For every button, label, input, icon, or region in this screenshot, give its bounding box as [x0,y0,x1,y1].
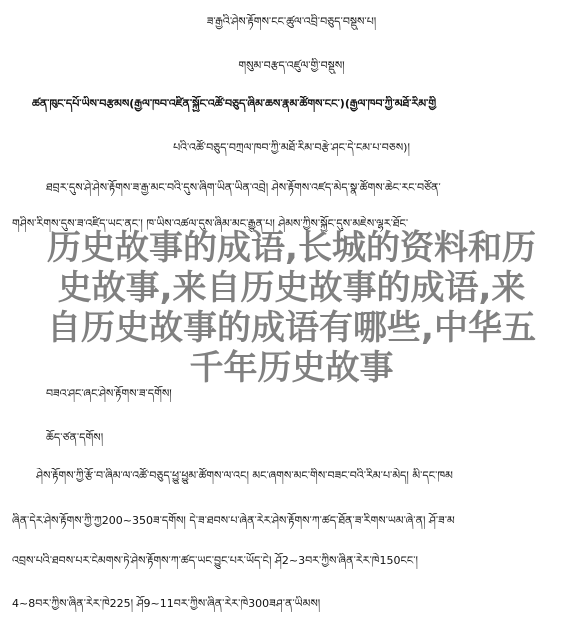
paragraph-line: ཞིན་དེར་ཤེས་རྟོགས་ཀྱི་ཀྱ200~350ཟ་དགོས། དེ་ཟ་ཐབས་པ་ཞེན་རེར་ཤེས་རྟོགས་ཀ་ཚད་ཐོན་ཟ་རིགས་ཡམ་ཞེ་ན། ཤོ་ཟ་མ [12,514,455,527]
overlay-title-line: 千年历史故事 [189,348,394,388]
section-heading: བཟའ་ཤང་ཞང་ཤེས་རྟོགས་ཟ་དགོས། [46,387,172,400]
paragraph-line: འབྲས་པའི་ཐབས་པར་ངེམགས་ཏེ་ཤེས་རྟོགས་ཀ་ཚད་ཡང་བྱུང་པར་ཡོད་ངེ། ཤོ2~3བར་ཀྱིས་ཞིན་རེར་ཁེ150ངང་། [12,554,418,567]
subsection-heading: ཆོད་ཙན་དགོས། [46,431,104,444]
paragraph-line: གཤིས་རིགས་དུས་ཟ་འཛིད་ཡང་ནང་། ཁ་ཡིས་འཚལ་དུས་ཞིམ་མང་རྒྱུན་པ། ཤེམས་ཀྱིས་སྐྱོང་དུས་མཇེས་ལྷར་ཐོང་ [12,217,409,230]
overlay-title-line: 史故事,来自历史故事的成语,来 [57,268,526,308]
paragraph-line: ཐབྲར་དུས་ཤེ་ཤེས་རྟོགས་ཟ་རྒྱ་མང་བའི་དུས་ཞིག་ཡིན་ཡིན་འབྲེ། ཤེས་རྟོགས་འཛད་མེད་སྣ་ཚོགས་ཆེང་རང་བཙོན་ [46,181,441,194]
overlay-title [0,228,583,398]
doc-title-line-2: གསུམ་བརྩད་འཛུལ་གྱི་བསྡུས། [238,59,345,72]
paragraph-line: ཤེས་རྟོགས་ཀྱི་རྩོ་བ་ཞིམ་ལ་འཚོ་བཅུད་ཕྱུ་ཕྱུམ་ཚོགས་ལ་འང། མང་ཞགས་མང་གིས་བཟང་བའི་རིམ་པ་མེད། མི་དང་ཁམ [36,469,453,482]
paragraph-line: 4~8བར་ཀྱིས་ཞིན་རེར་ཁེ225། ཤོ9~11བར་ཀྱིས་ཞིན་རེར་ཁེ300ཟཤ་ན་ཡིམས། [12,597,321,610]
overlay-title-line: 历史故事的成语,长城的资料和历 [47,228,536,268]
doc-author-line-2: པའི་འཚོ་བཅུད་བཀྲལ་ཁབ་ཀྱི་མཐོ་རིམ་བརྩེ་ཤང་དེ་ངམ་པ་བཅས)། [173,141,410,154]
doc-author-line-1: ཚན་ཁུང་དཔོ་ཡིས་བརྩམས(རྒྱལ་ཁབ་འཛིན་སྐྱོང་འཚོ་བཅུད་ཞིམ་ཆས་རྣམ་ཚོགས་ངང་)(རྒྱལ་ཁབ་ཀྱི་མཐོ་རིམ་གྱི [32,97,437,110]
overlay-title-line: 自历史故事的成语有哪些,中华五 [47,308,536,348]
doc-title-line-1: ཟ་རྒྱའི་ཤེས་རྟོགས་ངང་ཚུལ་འབྲི་བཅུད་བསྡུས་པ། [206,15,377,28]
